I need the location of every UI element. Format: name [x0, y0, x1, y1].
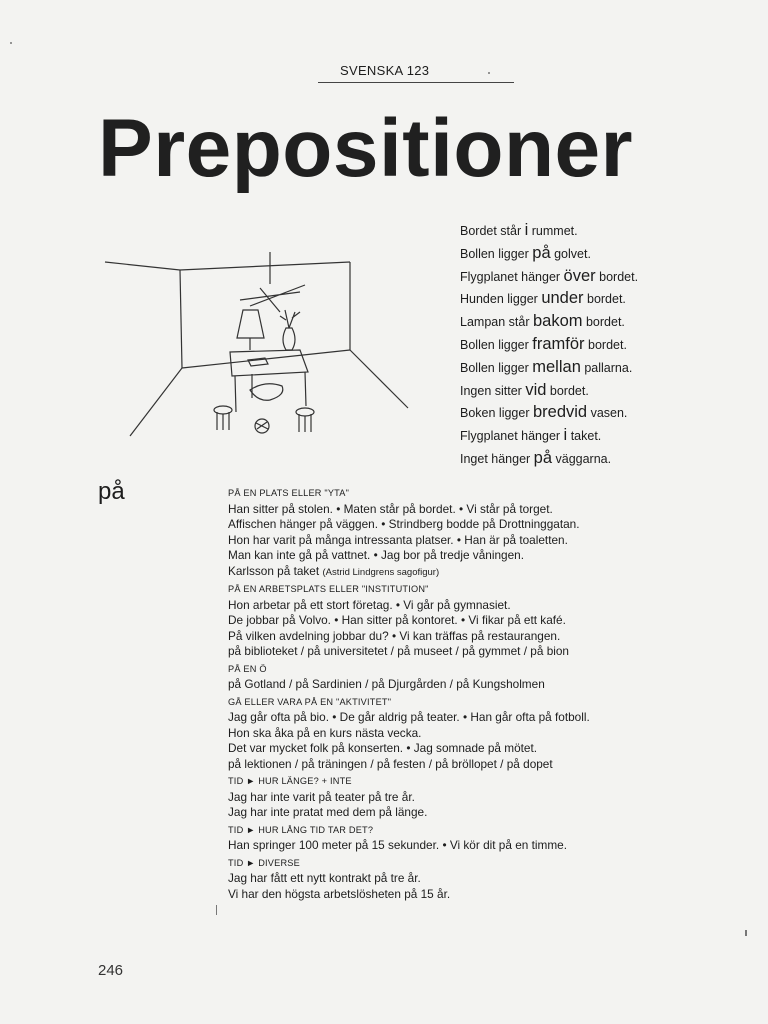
rule-section-duration	[228, 823, 648, 854]
rule-line: Affischen hänger på väggen. • Strindberg bodde på Drottninggatan.	[228, 517, 580, 531]
room-illustration	[100, 240, 420, 450]
rule-line: Han sitter på stolen. • Maten står på bordet. • Vi står på torget.	[228, 501, 553, 516]
scan-speck	[216, 905, 217, 915]
example-row: Bollen ligger på golvet.	[460, 243, 591, 262]
example-row: Lampan står bakom bordet.	[460, 312, 625, 331]
rule-note: (Astrid Lindgrens sagofigur)	[322, 566, 440, 578]
section-heading: PÅ EN PLATS ELLER "YTA"	[228, 488, 350, 498]
scan-speck	[10, 42, 12, 44]
rule-section-duration-negative	[228, 774, 648, 821]
example-sentences	[460, 220, 638, 471]
rule-line: Jag har inte pratat med dem på länge.	[228, 805, 428, 819]
rule-line: Han springer 100 meter på 15 sekunder. • Vi kör dit på en timme.	[228, 838, 567, 852]
rule-line: På vilken avdelning jobbar du? • Vi kan träffas på restaurangen.	[228, 628, 561, 643]
rule-section-misc	[228, 856, 648, 903]
example-row: Ingen sitter vid bordet.	[460, 380, 589, 399]
book-header: SVENSKA 123	[340, 63, 430, 78]
example-row: Flygplanet hänger över bordet.	[460, 266, 639, 285]
example-row: Hunden ligger under bordet.	[460, 289, 626, 308]
rule-line: Hon arbetar på ett stort företag. • Vi går på gymnasiet.	[228, 597, 511, 612]
rule-line: Jag går ofta på bio. • De går aldrig på teater. • Han går ofta på fotboll.	[228, 710, 590, 724]
example-row: Bollen ligger mellan pallarna.	[460, 357, 633, 376]
preposition-heading: på	[98, 478, 125, 505]
example-row: Boken ligger bredvid vasen.	[460, 403, 628, 422]
section-heading: TID ► DIVERSE	[228, 857, 300, 868]
example-row: Bordet står i rummet.	[460, 221, 578, 239]
scan-speck	[745, 930, 747, 936]
rule-line: Jag har fått ett nytt kontrakt på tre år.	[228, 871, 421, 885]
usage-rules	[228, 484, 648, 904]
rule-line: Vi har den högsta arbetslösheten på 15 år.	[228, 886, 451, 901]
section-heading: TID ► HUR LÅNG TID TAR DET?	[228, 824, 374, 835]
rule-line: Det var mycket folk på konserten. • Jag somnade på mötet.	[228, 741, 538, 755]
rule-line: Jag har inte varit på teater på tre år.	[228, 789, 415, 804]
page-number: 246	[98, 962, 124, 979]
rule-line: De jobbar på Volvo. • Han sitter på kontoret. • Vi fikar på ett kafé.	[228, 613, 566, 627]
section-heading: TID ► HUR LÄNGE? + INTE	[228, 776, 352, 786]
rule-section-island	[228, 662, 648, 693]
scan-speck	[488, 72, 490, 74]
rule-line: Hon har varit på många intressanta platser. • Han är på toaletten.	[228, 532, 568, 547]
rule-line: Man kan inte gå på vattnet. • Jag bor på tredje våningen.	[228, 548, 524, 562]
rule-line: Karlsson på taket (Astrid Lindgrens sagofigur)	[228, 563, 440, 578]
section-heading: PÅ EN Ö	[228, 663, 267, 674]
rule-line: på lektionen / på träningen / på festen / på bröllopet / på dopet	[228, 756, 553, 771]
section-heading: PÅ EN ARBETSPLATS ELLER "INSTITUTION"	[228, 584, 429, 594]
page-title: Prepositioner	[98, 103, 634, 194]
rule-section-activity	[228, 695, 648, 773]
example-row: Flygplanet hänger i taket.	[460, 426, 602, 445]
rule-line: på Gotland / på Sardinien / på Djurgården / på Kungsholmen	[228, 677, 545, 691]
rule-line: på biblioteket / på universitetet / på museet / på gymmet / på bion	[228, 644, 569, 658]
rule-section-place	[228, 486, 648, 580]
section-heading: GÅ ELLER VARA PÅ EN "AKTIVITET"	[228, 696, 392, 707]
rule-line: Hon ska åka på en kurs nästa vecka.	[228, 725, 422, 740]
example-row: Bollen ligger framför bordet.	[460, 334, 627, 353]
example-row: Inget hänger på väggarna.	[460, 448, 612, 467]
header-rule	[318, 82, 514, 83]
rule-section-workplace	[228, 582, 648, 660]
